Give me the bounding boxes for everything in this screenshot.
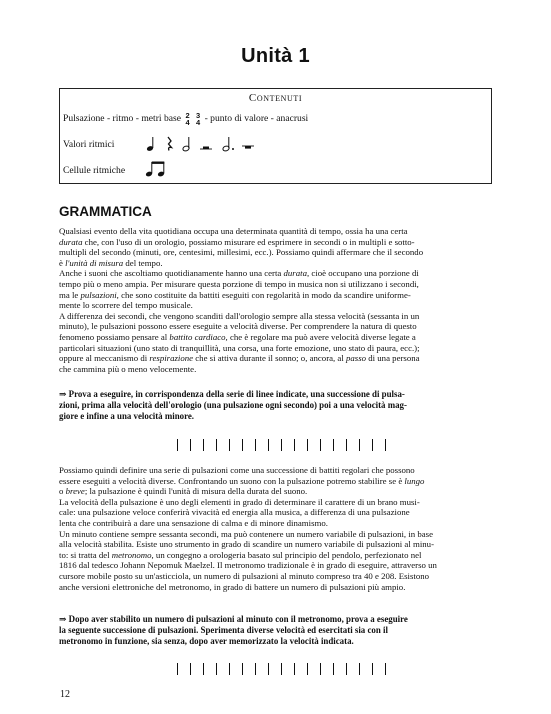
dotted-half-note-icon [222,137,234,152]
text-run: , cioè occupano una porzione di [306,268,419,279]
text-run: , che è regolare ma può avere velocità diverse legate a [225,331,416,342]
text-run: to: si tratta del [59,549,112,560]
italic-term: durata [59,236,83,247]
text-run: è [59,257,66,268]
pulse-mark [320,439,321,451]
pulse-mark [320,663,321,675]
text-run: Qualsiasi evento della vita quotidiana occupa una determinata quantità di tempo, ossia ha una certa [59,226,408,236]
text-run: oppure al meccanismo di [59,353,150,364]
pulse-mark [203,439,204,451]
text-run: Possiamo quindi definire una serie di pulsazioni come una successione di battiti regolari che possono [59,465,415,475]
pulse-mark [242,439,243,451]
time-signature-2-4: 2 4 [185,111,190,127]
instruction-line: metronomo in funzione, sia senza, dopo aver memorizzato la velocità indicata. [59,635,354,646]
text-run: che, con l'uso di un orologio, possiamo misurare ed esprimere in secondi o in multipli e sotto- [82,236,415,247]
text-run: fenomeno possiamo pensare al [59,331,170,342]
italic-term: respirazione [149,353,194,364]
rhythmic-values-symbols [144,135,274,153]
time-signature-3-4: 3 4 [196,111,201,127]
italic-term: breve [65,486,85,497]
pulse-mark [307,439,308,451]
page-number: 12 [60,689,70,700]
contents-row-metri [63,112,308,126]
italic-term: pulsazioni [80,289,117,300]
instruction-line: ⇒ Prova a eseguire, in corrispondenza della serie di linee indicate, una successione di pulsa- [59,389,405,399]
pulse-mark [294,439,295,451]
pulse-mark [294,663,295,675]
pulse-mark [229,439,230,451]
half-rest-icon [200,147,212,150]
pulse-mark [333,663,334,675]
text-run: alla velocità stabilita. Esiste uno strumento in grado di scandire un numero variabile di pulsazioni al minu- [59,539,434,550]
pulse-mark [177,663,178,675]
instruction-line: ⇒ Dopo aver stabilito un numero di pulsazioni al minuto con il metronomo, prova a eseguire [59,614,408,624]
text-run: La velocità della pulsazione è uno degli elementi in grado di determinare il carattere di un brano musi- [59,496,420,507]
italic-term: lungo [404,475,425,486]
text-run: cale: una pulsazione veloce conferirà vivacità ed energia alla musica, a differenza di una pulsazione [59,507,410,518]
instruction-line: giore e infine a una velocità minore. [59,410,195,421]
pulse-mark [229,663,230,675]
italic-term: metronomo [111,549,152,560]
pulse-mark [333,439,334,451]
pulse-mark [359,439,360,451]
pulse-mark [255,439,256,451]
text-run: che si attiva durante il sonno; o, ancora, al [193,353,346,364]
pulse-mark [346,663,347,675]
text-run: ; la pulsazione è quindi l'unità di misura della durata del suono. [84,486,308,497]
section-heading-grammatica: GRAMMATICA [59,204,152,219]
text-run: particolari situazioni (uno stato di tranquillità, una corsa, una forte emozione, uno stato di paura, ecc.); [59,342,420,353]
pulse-mark [372,663,373,675]
text-run: anche versioni elettroniche del metronomo, in grado di battere un numero di pulsazioni più ampio. [59,581,406,592]
contents-row-metri-prefix: Pulsazione - ritmo - metri base [63,113,182,125]
exercise-instruction-2 [59,614,499,646]
pulse-mark [281,439,282,451]
contents-row-metri-suffix: - punto di valore - anacrusi [204,113,309,125]
text-run: tempo più o meno ampia. Per misurare questa porzione di tempo in musica non si utilizzano i secondi, [59,278,419,289]
text-run: lenta che contribuirà a dare una sensazione di calma e di minore dinamismo. [59,517,328,528]
pulse-mark [307,663,308,675]
text-run: multipli del secondo (minuti, ore, centesimi, millesimi, ecc.). Possiamo quindi affermare che il secondo [59,247,424,258]
pulse-mark [359,663,360,675]
text-run: del tempo. [123,257,163,268]
italic-term: l'unità di misura [65,257,124,268]
pulse-mark [190,663,191,675]
text-run: 1816 dal tedesco Johann Nepomuk Maelzel. Il metronomo tradizionale è in grado di eseguire, attraverso un [59,560,437,571]
contents-row-valori-label: Valori ritmici [63,139,115,150]
instruction-line: zioni, prima alla velocità dell'orologio (una pulsazione ogni secondo) poi a una velocità mag- [59,399,407,410]
paragraph-2 [59,465,499,592]
paragraph-1 [59,226,499,374]
text-run: di una persona [366,353,420,364]
pulse-mark [385,663,386,675]
text-run: ma le [59,289,81,300]
text-run: mente lo scorrere del tempo musicale. [59,300,193,311]
exercise-instruction-1 [59,389,499,421]
text-run: minuto), le pulsazioni possono essere eseguite a velocità diverse. Per comprendere la natura di questo [59,321,417,332]
pulse-mark [203,663,204,675]
italic-term: battito cardiaco [169,331,226,342]
pulse-mark [372,439,373,451]
whole-rest-icon [242,146,254,149]
pulse-mark [385,439,386,451]
contents-box [59,88,492,184]
contents-heading: Contenuti [248,92,303,104]
pulse-mark [268,439,269,451]
pulse-mark [346,439,347,451]
text-run: che cammina più o meno velocemente. [59,363,197,374]
italic-term: passo [345,353,367,364]
text-run: o [59,486,66,497]
text-run: , un congegno a orologeria basato sul principio del pendolo, perfezionato nel [151,549,422,560]
pulse-mark [268,663,269,675]
pulse-mark [255,663,256,675]
text-run: , che sono costituite da battiti eseguiti con regolarità in modo da scandire uniforme- [116,289,411,300]
pulse-mark [216,439,217,451]
instruction-line: la seguente successione di pulsazioni. Sperimenta diverse velocità ed esercitati sia con il [59,624,388,635]
beamed-eighth-notes-icon [144,159,174,179]
pulse-mark [242,663,243,675]
contents-row-cellule-label: Cellule ritmiche [63,165,126,176]
italic-term: durata [283,268,307,279]
text-run: A differenza dei secondi, che vengono scanditi dall'orologio sempre alla stessa velocità (sessanta in un [59,310,420,321]
pulse-mark [281,663,282,675]
quarter-note-icon [146,137,154,152]
pulse-mark [216,663,217,675]
text-run: essere eseguiti a velocità diverse. Confrontando un suono con la pulsazione potremo stabilire se è [59,475,405,486]
text-run: Un minuto contiene sempre sessanta secondi, ma può contenere un numero variabile di pulsazioni, in base [59,528,434,539]
pulse-mark [177,439,178,451]
text-run: Anche i suoni che ascoltiamo quotidianamente hanno una certa [59,268,284,279]
text-run: cursore mobile posto su un'asticciola, un numero di pulsazioni al minuto compreso tra 40 e 208. Esistono [59,570,430,581]
half-note-icon [182,137,190,152]
pulse-mark [190,439,191,451]
quarter-rest-icon [168,137,172,151]
page-title: Unità 1 [241,45,310,67]
